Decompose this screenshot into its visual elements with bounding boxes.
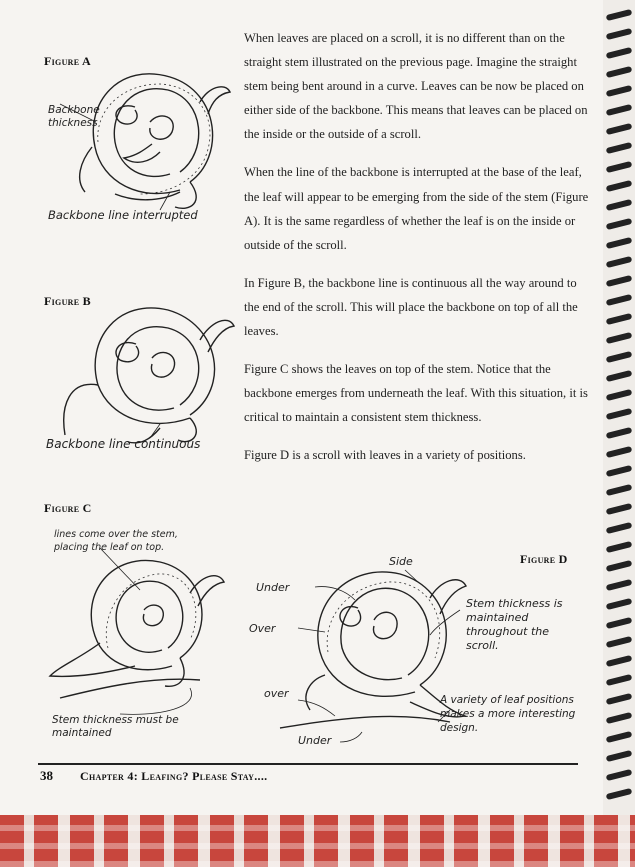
paragraph: In Figure B, the backbone line is continuous all the way around to the end of the scroll. This will place the backbone on top of all the leaves. (244, 275, 578, 339)
figure-d-pointer-over-top (298, 628, 325, 632)
figure-d-note-under-top: Under (256, 581, 290, 594)
figure-b-label: Figure B (44, 294, 91, 308)
page-number: 38 (40, 768, 53, 783)
figure-d-pointer-under-bottom (340, 732, 362, 742)
figure-a-label: Figure A (44, 54, 91, 68)
paragraph: Figure D is a scroll with leaves in a variety of positions. (244, 448, 526, 463)
tablecloth-background (0, 815, 635, 867)
figure-a-note-interrupted: Backbone line interrupted (48, 208, 198, 222)
figure-d-note-over-bottom: over (264, 687, 289, 700)
figure-d-note-under-bottom: Under (298, 734, 332, 747)
figure-c-pointer-stem (120, 688, 192, 714)
figure-d-note-over-top: Over (249, 622, 276, 635)
paragraph: When the line of the backbone is interrupted at the base of the leaf, the leaf will appear to be emerging from the side of the stem (Figure A). It is the same regardless of whether the leaf is on the inside or outside of the scroll. (244, 165, 589, 252)
figure-d-note-side: Side (389, 555, 413, 568)
figure-d-label: Figure D (520, 552, 568, 566)
figure-d-note-thickness: Stem thickness is maintained throughout the scroll. (466, 597, 563, 652)
figure-c-note-top: lines come over the stem, placing the leaf on top. (54, 529, 178, 553)
figure-a-note-thickness: Backbone thickness (48, 104, 100, 129)
figure-c-pointer-top (100, 548, 140, 590)
body-text (244, 26, 589, 482)
figure-b-note-continuous: Backbone line continuous (46, 437, 201, 451)
figure-b-scroll-drawing (40, 300, 240, 450)
chapter-title: Chapter 4: Leafing? Please Stay.... (80, 769, 268, 783)
figure-a-scroll-drawing (40, 62, 240, 222)
figure-c-note-stem: Stem thickness must be maintained (52, 714, 179, 739)
footer-rule (38, 763, 578, 765)
figure-c-scroll-drawing (40, 548, 240, 718)
paragraph: Figure C shows the leaves on top of the stem. Notice that the backbone emerges from underneath the leaf. With this situation, it is critical to maintain a consistent stem thickness. (244, 362, 588, 425)
figure-b-pointer-continuous (150, 424, 160, 438)
figure-d-pointer-over-bottom (298, 700, 335, 716)
spiral-binding (603, 0, 635, 815)
figure-c-label: Figure C (44, 501, 92, 515)
figure-d-note-variety: A variety of leaf positions makes a more interesting design. (440, 694, 576, 734)
paragraph: When leaves are placed on a scroll, it is no different than on the straight stem illustrated on the previous page. Imagine the straight stem being bent around in a curve. Leaves can be now be placed on either side of the backbone. This means that leaves can be placed on the inside or the outside of a scroll. (244, 31, 588, 142)
